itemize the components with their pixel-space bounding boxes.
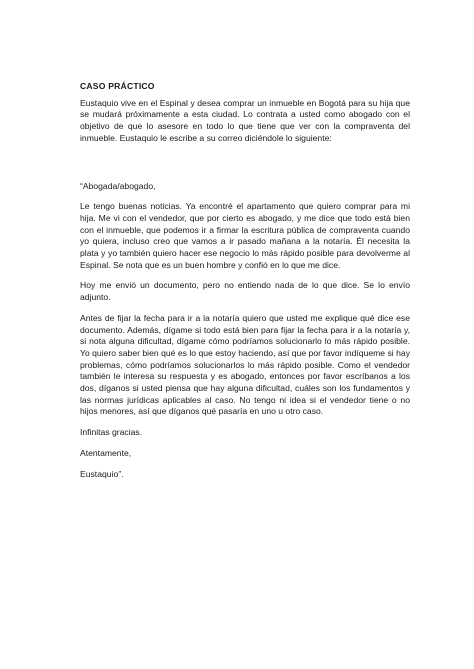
document-title: CASO PRÁCTICO xyxy=(80,81,155,91)
document-body xyxy=(80,81,410,480)
letter-greeting: “Abogada/abogado, xyxy=(80,180,156,191)
letter-thanks: Infinitas gracias. xyxy=(80,427,143,438)
letter-paragraph-2: Hoy me envió un documento, pero no entiendo nada de lo que dice. Se lo envío adjunto. xyxy=(80,280,410,303)
letter-signature: Eustaquio”. xyxy=(80,468,124,479)
intro-paragraph: Eustaquio vive en el Espinal y desea comprar un inmueble en Bogotá para su hija que se mudará próximamente a esta ciudad. Lo contrata a usted como abogado con el objetivo de que lo asesore en todo lo que tiene que ver con la compraventa del inmueble. Eustaquio le escribe a su correo diciéndole lo siguiente: xyxy=(80,97,410,143)
letter-paragraph-1: Le tengo buenas noticias. Ya encontré el apartamento que quiero comprar para mi hija. Me vi con el vendedor, que por cierto es abogado, y me dice que todo está bien con el inmueble, que podemos ir a firmar la escritura pública de compraventa cuando yo quiera, incluso creo que vamos a ir pasado mañana a la notaría. Él necesita la plata y yo también quiero hacer ese negocio lo más rápido posible para devolverme al Espinal. Se nota que es un buen hombre y confió en lo que me dice. xyxy=(80,201,410,270)
letter-paragraph-3: Antes de fijar la fecha para ir a la notaría quiero que usted me explique qué dice ese documento. Además, dígame si todo está bien para fijar la fecha para ir a la notaría y, si nota alguna dificultad, dígame cómo podríamos solucionarlo lo más rápido posible. Yo quiero saber bien qué es lo que estoy haciendo, así que por favor indíqueme si hay problemas, cómo podríamos solucionarlos lo más rápido posible. Como el vendedor también le interesa su respuesta y es abogado, entonces por favor escríbanos a los dos, díganos si usted piensa que hay alguna dificultad, cuáles son los fundamentos y las normas jurídicas aplicables al caso. No tengo ni idea si el vendedor tiene o no hijos menores, así que díganos qué pasaría en uno u otro caso. xyxy=(80,312,410,417)
letter-closing: Atentamente, xyxy=(80,447,132,458)
